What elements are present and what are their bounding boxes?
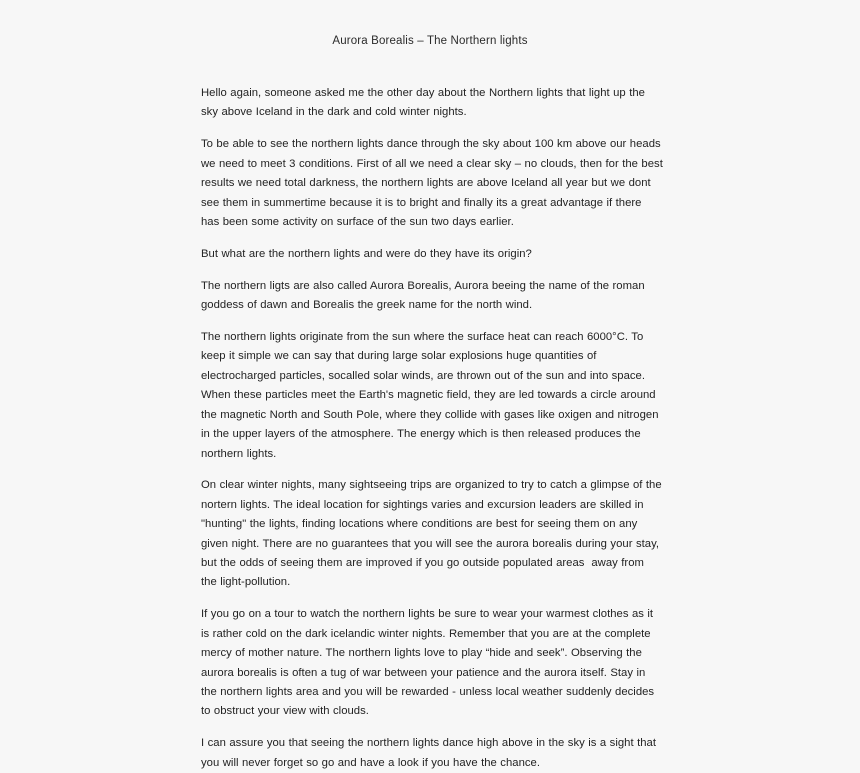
page-title: Aurora Borealis – The Northern lights [332, 35, 528, 47]
paragraph-tour-advice: If you go on a tour to watch the northern lights be sure to wear your warmest clothes as it is rather cold on the dark icelandic winter nights. Remember that you are at the complete mercy of mother nature. The northern lights love to play “hide and seek”. Observing the aurora borealis is often a tug of war between your patience and the aurora itself. Stay in the northern lights area and you will be rewarded - unless local weather suddenly decides to obstruct your view with clouds. [201, 608, 658, 718]
paragraph-closing: I can assure you that seeing the northern lights dance high above in the sky is a sight that you will never forget so go and have a look if you have the chance. [201, 737, 660, 769]
paragraph-intro: Hello again, someone asked me the other day about the Northern lights that light up the sky above Iceland in the dark and cold winter nights. [201, 87, 649, 119]
paragraph-sightseeing: On clear winter nights, many sightseeing trips are organized to try to catch a glimpse of the nortern lights. The ideal location for sightings varies and excursion leaders are skilled in "hunting" the lights, finding locations where conditions are best for seeing them on any given night. There are no guarantees that you will see the aurora borealis during your stay, but the odds of seeing them are improved if you go outside populated areas away from the light-pollution. [201, 479, 666, 589]
paragraph-three-conditions: To be able to see the northern lights dance through the sky about 100 km above our heads we need to meet 3 conditions. First of all we need a clear sky – no clouds, then for the best results we need total darkness, the northern lights are above Iceland all year but we dont see them in summertime because it is to bright and finally its a great advantage if there has been some activity on surface of the sun two days earlier. [201, 138, 667, 228]
paragraph-science: The northern lights originate from the sun where the surface heat can reach 6000°C. To keep it simple we can say that during large solar explosions huge quantities of electrocharged particles, socalled solar winds, are thrown out of the sun and into space. When these particles meet the Earth's magnetic field, they are led towards a circle around the magnetic North and South Pole, where they collide with gases like oxigen and nitrogen in the upper layers of the atmosphere. The energy which is then released produces the northern lights. [201, 331, 662, 460]
paragraph-question-origin: But what are the northern lights and were do they have its origin? [201, 247, 532, 260]
document-body [201, 84, 667, 773]
paragraph-naming: The northern ligts are also called Aurora Borealis, Aurora beeing the name of the roman goddess of dawn and Borealis the greek name for the north wind. [201, 279, 649, 312]
